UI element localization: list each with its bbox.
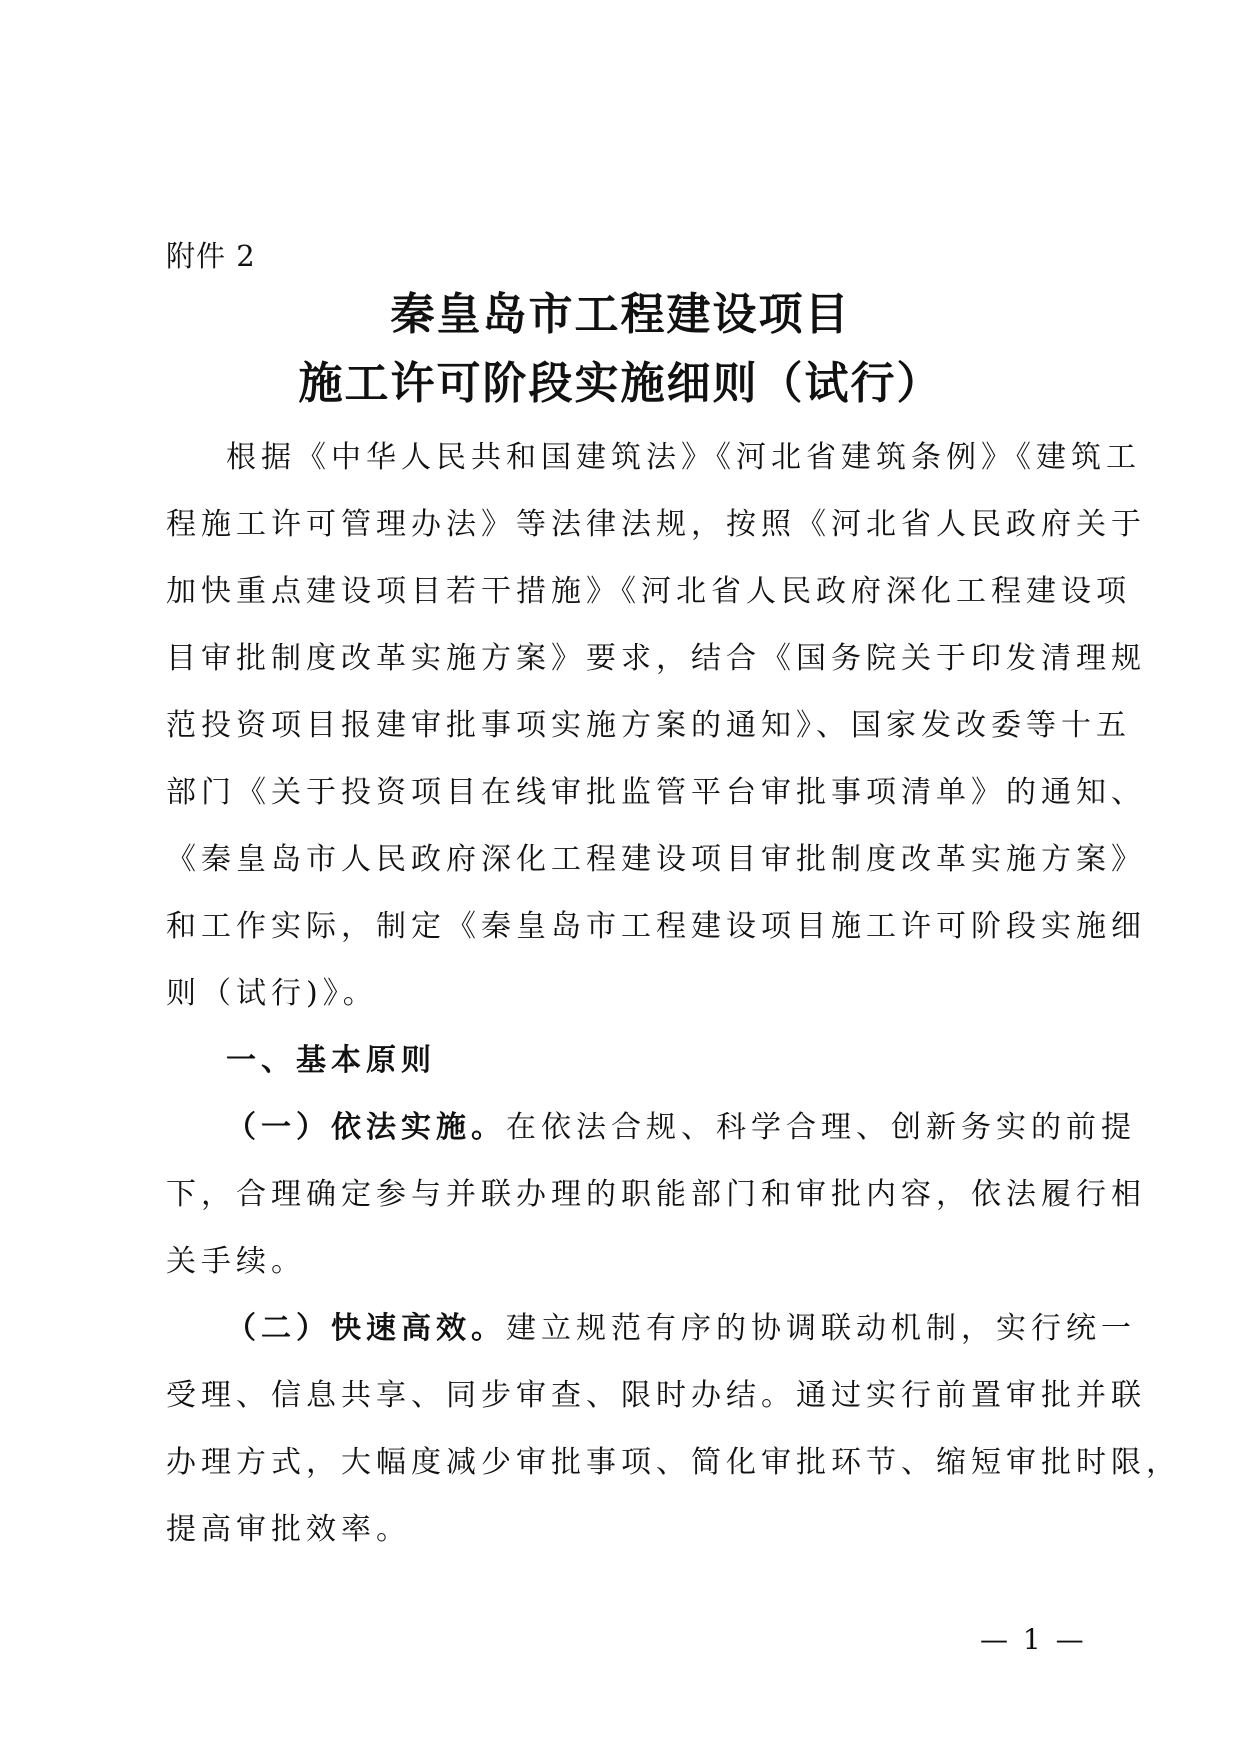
intro-line: 加快重点建设项目若干措施》《河北省人民政府深化工程建设项 <box>166 574 1131 609</box>
intro-line: 《秦皇岛市人民政府深化工程建设项目审批制度改革实施方案》 <box>166 842 1146 877</box>
section-heading: 一、基本原则 <box>226 1043 436 1078</box>
attachment-label: 附件 2 <box>166 239 256 273</box>
page-number: — 1 — <box>980 1623 1087 1656</box>
principle-item-1 <box>166 1094 1136 1161</box>
intro-line: 范投资项目报建审批事项实施方案的通知》、国家发改委等十五 <box>166 708 1131 743</box>
principle-line: 提高审批效率。 <box>166 1512 411 1547</box>
principle-text: 在依法合规、科学合理、创新务实的前提 <box>506 1110 1136 1145</box>
principle-line: 关手续。 <box>166 1244 306 1279</box>
principle-line: 办理方式，大幅度减少审批事项、简化审批环节、缩短审批时限， <box>166 1445 1181 1480</box>
principle-line: 下，合理确定参与并联办理的职能部门和审批内容，依法履行相 <box>166 1177 1146 1212</box>
document-body <box>166 424 1181 1563</box>
intro-line: 根据《中华人民共和国建筑法》《河北省建筑条例》《建筑工 <box>226 440 1141 475</box>
intro-line: 部门《关于投资项目在线审批监管平台审批事项清单》的通知、 <box>166 775 1146 810</box>
principle-label: （二）快速高效。 <box>226 1311 506 1346</box>
document-title-line-1: 秦皇岛市工程建设项目 <box>390 289 851 340</box>
intro-line: 和工作实际，制定《秦皇岛市工程建设项目施工许可阶段实施细 <box>166 909 1146 944</box>
intro-line: 则（试行)》。 <box>166 976 378 1011</box>
intro-line: 程施工许可管理办法》等法律法规，按照《河北省人民政府关于 <box>166 507 1146 542</box>
principle-item-2 <box>166 1295 1136 1362</box>
intro-line: 目审批制度改革实施方案》要求，结合《国务院关于印发清理规 <box>166 641 1146 676</box>
document-title-line-2: 施工许可阶段实施细则（试行） <box>298 358 943 409</box>
principle-text: 建立规范有序的协调联动机制，实行统一 <box>506 1311 1136 1346</box>
principle-line: 受理、信息共享、同步审查、限时办结。通过实行前置审批并联 <box>166 1378 1146 1413</box>
principle-label: （一）依法实施。 <box>226 1110 506 1145</box>
